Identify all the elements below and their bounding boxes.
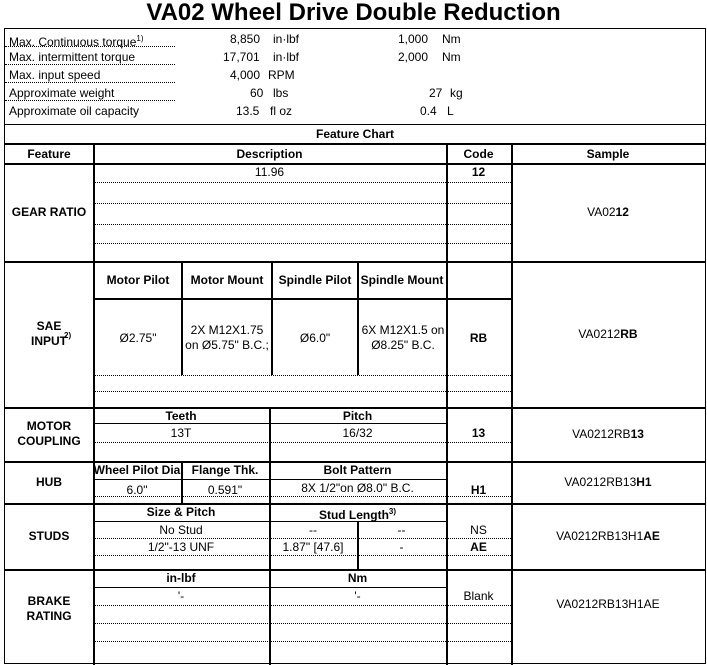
sae-spindle-pilot: Ø6.0" — [299, 330, 331, 345]
motor-pitch: 16/32 — [342, 426, 373, 440]
motor-code: 13 — [471, 426, 486, 440]
footnote-ref: 2) — [64, 331, 72, 340]
studs-label: STUDS — [28, 529, 70, 543]
hub-header-flange: Flange Thk. — [191, 463, 259, 477]
sae-code: RB — [469, 330, 488, 345]
studs-size: No Stud — [159, 523, 203, 537]
spec-row — [5, 103, 705, 119]
sae-motor-pilot: Ø2.75" — [119, 330, 157, 345]
gear-ratio-label: GEAR RATIO — [11, 205, 87, 219]
brake-sample: VA0212RB13H1AE — [556, 597, 660, 611]
sae-header-motor-pilot: Motor Pilot — [106, 273, 170, 287]
motor-coupling-label: MOTOR COUPLING — [17, 419, 81, 448]
spec-unit-metric: L — [447, 104, 454, 118]
studs-sample: VA0212RB13H1 AE — [556, 529, 660, 543]
spec-label: Approximate weight — [9, 86, 115, 100]
sae-motor-mount: 2X M12X1.75 on Ø5.75" B.C.; — [185, 322, 269, 352]
feature-chart-title: Feature Chart — [315, 127, 395, 141]
studs-header-size: Size & Pitch — [146, 505, 216, 519]
gear-ratio-sample: VA02 12 — [587, 205, 629, 219]
spec-value-metric: 27 — [429, 86, 443, 100]
hub-bolt-pattern: 8X 1/2"on Ø8.0" B.C. — [301, 481, 414, 495]
spec-unit-imperial: in·lbf — [273, 50, 300, 64]
sae-sample: VA0212 RB — [578, 327, 638, 341]
studs-code: AE — [470, 540, 487, 554]
studs-length-a: -- — [309, 523, 317, 537]
gear-ratio-code: 12 — [471, 165, 486, 179]
header-code: Code — [463, 147, 494, 161]
spec-row — [5, 49, 705, 65]
brake-rating-label: BRAKE RATING — [26, 594, 72, 623]
spec-value-imperial: 4,000 — [230, 68, 261, 82]
spec-value-metric: 1,000 — [398, 32, 429, 46]
spec-value-imperial: 60 — [250, 86, 264, 100]
hub-header-bolt-pattern: Bolt Pattern — [323, 463, 392, 477]
gear-ratio-value: 11.96 — [254, 165, 285, 179]
sae-header-spindle-pilot: Spindle Pilot — [278, 273, 352, 287]
hub-wheel-pilot: 6.0" — [126, 483, 148, 497]
spec-value-imperial: 17,701 — [223, 50, 260, 64]
motor-header-pitch: Pitch — [342, 409, 373, 423]
hub-sample: VA0212RB13 H1 — [564, 475, 652, 489]
spec-unit-metric: Nm — [442, 50, 461, 64]
motor-header-teeth: Teeth — [165, 409, 197, 423]
motor-teeth: 13T — [170, 426, 192, 440]
spec-label: Max. Continuous torque — [9, 35, 137, 49]
sae-spindle-mount: 6X M12X1.5 on Ø8.25" B.C. — [361, 322, 445, 352]
spec-value-imperial: 13.5 — [236, 104, 260, 118]
spec-unit-metric: kg — [450, 86, 463, 100]
spec-label: Approximate oil capacity — [9, 104, 140, 118]
studs-code: NS — [470, 523, 487, 537]
spec-unit-imperial: RPM — [268, 68, 295, 82]
spec-unit-imperial: fl oz — [270, 104, 293, 118]
brake-inlbf: '- — [177, 589, 185, 603]
brake-nm: '- — [354, 589, 361, 603]
spec-row — [5, 31, 705, 47]
spec-unit-imperial: lbs — [273, 86, 289, 100]
sae-input-label: SAE INPUT 2) — [31, 319, 72, 348]
spec-value-imperial: 8,850 — [230, 32, 261, 46]
studs-length-a: 1.87" [47.6] — [282, 540, 344, 554]
page-title: VA02 Wheel Drive Double Reduction — [146, 0, 561, 26]
feature-chart — [4, 124, 706, 664]
brake-header-inlbf: in-lbf — [166, 571, 196, 585]
specs-block — [4, 28, 706, 124]
footnote-ref: 3) — [388, 507, 397, 516]
studs-size: 1/2"-13 UNF — [147, 540, 215, 554]
spec-row — [5, 67, 705, 83]
sae-header-motor-mount: Motor Mount — [190, 273, 264, 287]
studs-header-length: Stud Length$^{3)}$ — [318, 507, 397, 522]
footnote-ref: 1) — [136, 34, 144, 43]
spec-unit-imperial: in·lbf — [273, 32, 300, 46]
studs-length-b: -- — [397, 523, 406, 537]
header-feature: Feature — [27, 147, 71, 161]
brake-code: Blank — [463, 589, 494, 603]
hub-flange: 0.591" — [207, 483, 243, 497]
hub-header-wheel-pilot: Wheel Pilot Dia — [93, 463, 181, 477]
header-sample: Sample — [586, 147, 630, 161]
hub-label: HUB — [36, 475, 62, 489]
spec-unit-metric: Nm — [442, 32, 461, 46]
sae-header-spindle-mount: Spindle Mount — [360, 273, 444, 287]
motor-sample: VA0212RB 13 — [572, 427, 644, 441]
brake-header-nm: Nm — [347, 571, 368, 585]
spec-row — [5, 85, 705, 101]
spec-label: Max. input speed — [9, 68, 101, 82]
spec-value-metric: 0.4 — [420, 104, 437, 118]
spec-value-metric: 2,000 — [398, 50, 429, 64]
hub-code: H1 — [470, 483, 487, 497]
header-description: Description — [236, 147, 303, 161]
studs-length-b: - — [399, 540, 404, 554]
spec-label: Max. intermittent torque — [9, 50, 136, 64]
